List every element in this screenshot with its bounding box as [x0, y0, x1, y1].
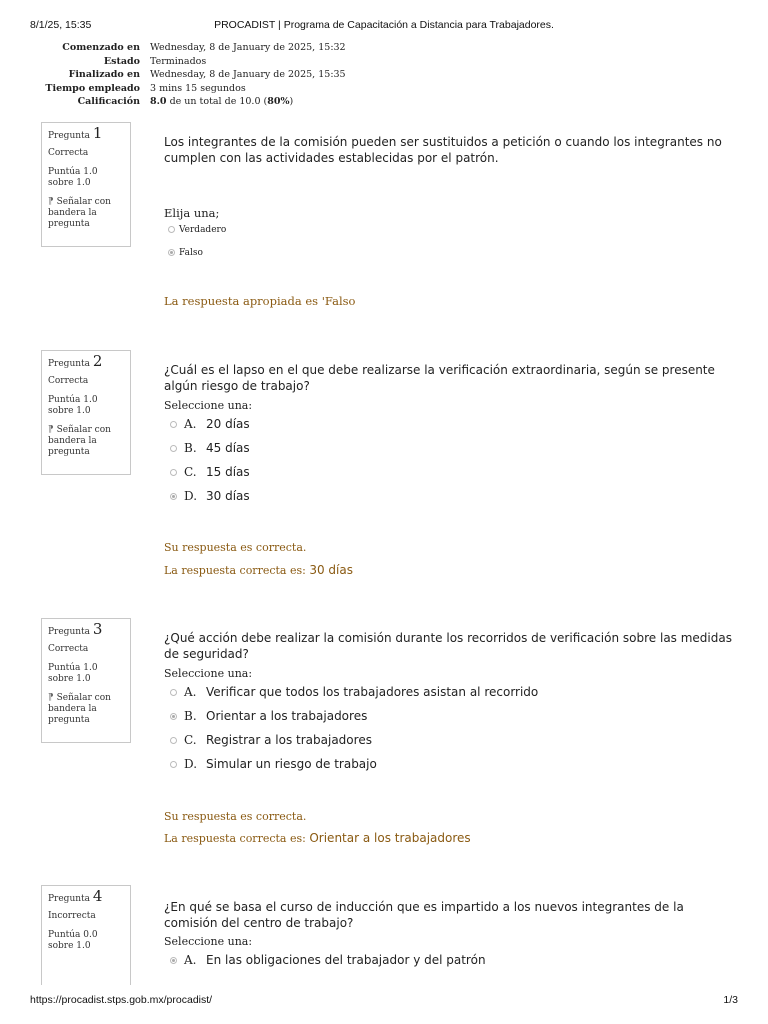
- question-info-box: [41, 618, 131, 743]
- question-info-box: [41, 122, 131, 247]
- option-text: 15 días: [206, 465, 250, 479]
- option-letter: B.: [184, 709, 197, 723]
- grade-percent: 80%: [267, 96, 290, 107]
- radio-button[interactable]: [170, 445, 177, 452]
- summary-row-time: [30, 82, 430, 96]
- radio-button[interactable]: [170, 421, 177, 428]
- question-number-value: 4: [92, 887, 103, 905]
- radio-button-selected[interactable]: [170, 957, 177, 964]
- flag-question-link[interactable]: [48, 197, 124, 230]
- summary-finished-label: Finalizado en: [68, 69, 140, 80]
- correct-answer-feedback: [164, 831, 471, 845]
- question-state: Correcta: [48, 376, 89, 386]
- grade-middle: de un total de 10.0 (: [169, 96, 268, 107]
- answer-result: Su respuesta es correcta.: [164, 810, 307, 823]
- question-text: ¿Qué acción debe realizar la comisión durante los recorridos de verificación sobre las medidas de seguridad?: [164, 631, 732, 661]
- question-number-value: 1: [92, 124, 103, 142]
- question-content: [164, 363, 734, 577]
- flag-icon: ⁋: [48, 425, 54, 435]
- option-text: Registrar a los trabajadores: [206, 733, 372, 747]
- question-number-label: Pregunta: [48, 359, 91, 369]
- radio-button-selected[interactable]: [168, 249, 175, 256]
- radio-button[interactable]: [170, 737, 177, 744]
- summary-row-started: [30, 41, 430, 55]
- answer-feedback: La respuesta apropiada es 'Falso: [164, 294, 356, 308]
- print-header: [30, 19, 738, 33]
- option-text: 20 días: [206, 417, 250, 431]
- question-number-label: Pregunta: [48, 894, 91, 904]
- summary-grade-value: [150, 95, 430, 109]
- option-text: Simular un riesgo de trabajo: [206, 757, 377, 771]
- flag-icon: ⁋: [48, 197, 54, 207]
- option-text: Orientar a los trabajadores: [206, 709, 368, 723]
- correct-answer-text: 30 días: [309, 563, 353, 577]
- option-letter: B.: [184, 441, 197, 455]
- question-content: [164, 900, 734, 967]
- question-mark: Puntúa 0.0 sobre 1.0: [48, 930, 98, 951]
- summary-row-state: [30, 55, 430, 69]
- question-number-value: 2: [92, 352, 103, 370]
- question-text: ¿En qué se basa el curso de inducción que es impartido a los nuevos integrantes de la comisión del centro de trabajo?: [164, 900, 684, 930]
- option-letter: A.: [184, 685, 197, 699]
- summary-row-grade: [30, 95, 430, 109]
- radio-button-selected[interactable]: [170, 713, 177, 720]
- correct-answer-prefix: La respuesta correcta es:: [164, 564, 306, 577]
- flag-question-label: Señalar con bandera la pregunta: [48, 693, 111, 725]
- question-state: Correcta: [48, 644, 89, 654]
- question-content: [164, 135, 734, 308]
- question-info-box: [41, 885, 131, 985]
- attempt-summary-table: [30, 41, 430, 109]
- summary-started-label: Comenzado en: [62, 42, 140, 53]
- question-mark: Puntúa 1.0 sobre 1.0: [48, 167, 98, 188]
- option-text: 45 días: [206, 441, 250, 455]
- correct-answer-feedback: [164, 563, 353, 577]
- question-text: Los integrantes de la comisión pueden ser sustituidos a petición o cuando los integrantes no cumplen con las actividades establecidas por el patrón.: [164, 135, 722, 165]
- question-number-label: Pregunta: [48, 131, 91, 141]
- question-state: Incorrecta: [48, 911, 96, 921]
- question-number: [48, 620, 124, 638]
- option-text: Verificar que todos los trabajadores asistan al recorrido: [206, 685, 539, 699]
- flag-question-label: Señalar con bandera la pregunta: [48, 197, 111, 229]
- flag-question-link[interactable]: [48, 425, 124, 458]
- summary-grade-label: Calificación: [77, 96, 140, 107]
- question-state: Correcta: [48, 148, 89, 158]
- radio-button-selected[interactable]: [170, 493, 177, 500]
- flag-question-label: Señalar con bandera la pregunta: [48, 425, 111, 457]
- radio-button[interactable]: [170, 761, 177, 768]
- radio-button[interactable]: [170, 469, 177, 476]
- option-letter: C.: [184, 733, 197, 747]
- question-number: [48, 124, 124, 142]
- correct-answer-prefix: La respuesta correcta es:: [164, 832, 306, 845]
- option-letter: A.: [184, 953, 197, 967]
- option-text: En las obligaciones del trabajador y del patrón: [206, 953, 486, 967]
- question-number: [48, 887, 124, 905]
- option-text: Verdadero: [179, 225, 227, 235]
- question-content: [164, 631, 734, 845]
- answer-prompt: Seleccione una:: [164, 935, 253, 948]
- question-mark: Puntúa 1.0 sobre 1.0: [48, 663, 98, 684]
- option-letter: D.: [184, 489, 198, 503]
- question-number: [48, 352, 124, 370]
- print-page-number: 1/3: [723, 994, 738, 1006]
- print-url: https://procadist.stps.gob.mx/procadist/: [30, 994, 213, 1006]
- option-text: Falso: [179, 248, 203, 258]
- radio-button[interactable]: [168, 226, 175, 233]
- answer-result: Su respuesta es correcta.: [164, 541, 307, 554]
- question-text: ¿Cuál es el lapso en el que debe realizarse la verificación extraordinaria, según se presente algún riesgo de trabajo?: [164, 363, 715, 393]
- summary-state-label: Estado: [103, 55, 140, 67]
- print-footer: [30, 994, 738, 1008]
- option-letter: D.: [184, 757, 198, 771]
- summary-row-finished: [30, 68, 430, 82]
- print-date: 8/1/25, 15:35: [30, 19, 92, 31]
- print-title: PROCADIST | Programa de Capacitación a Distancia para Trabajadores.: [214, 19, 554, 31]
- question-info-box: [41, 350, 131, 475]
- grade-score: 8.0: [150, 96, 167, 107]
- answer-prompt: Seleccione una:: [164, 667, 253, 680]
- summary-time-value: 3 mins 15 segundos: [150, 82, 246, 94]
- summary-finished-value: Wednesday, 8 de January de 2025, 15:35: [150, 69, 346, 80]
- radio-button[interactable]: [170, 689, 177, 696]
- summary-time-label: Tiempo empleado: [45, 82, 140, 94]
- flag-question-link[interactable]: [48, 693, 124, 726]
- option-letter: C.: [184, 465, 197, 479]
- summary-started-value: Wednesday, 8 de January de 2025, 15:32: [150, 42, 346, 53]
- question-mark: Puntúa 1.0 sobre 1.0: [48, 395, 98, 416]
- option-letter: A.: [184, 417, 197, 431]
- answer-prompt: Seleccione una:: [164, 399, 253, 412]
- question-number-value: 3: [92, 620, 103, 638]
- option-text: 30 días: [206, 489, 250, 503]
- question-number-label: Pregunta: [48, 627, 91, 637]
- answer-prompt: Elija una;: [164, 206, 220, 220]
- correct-answer-text: Orientar a los trabajadores: [309, 831, 471, 845]
- flag-icon: ⁋: [48, 693, 54, 703]
- summary-state-value: Terminados: [150, 55, 207, 67]
- grade-end: ): [289, 96, 294, 107]
